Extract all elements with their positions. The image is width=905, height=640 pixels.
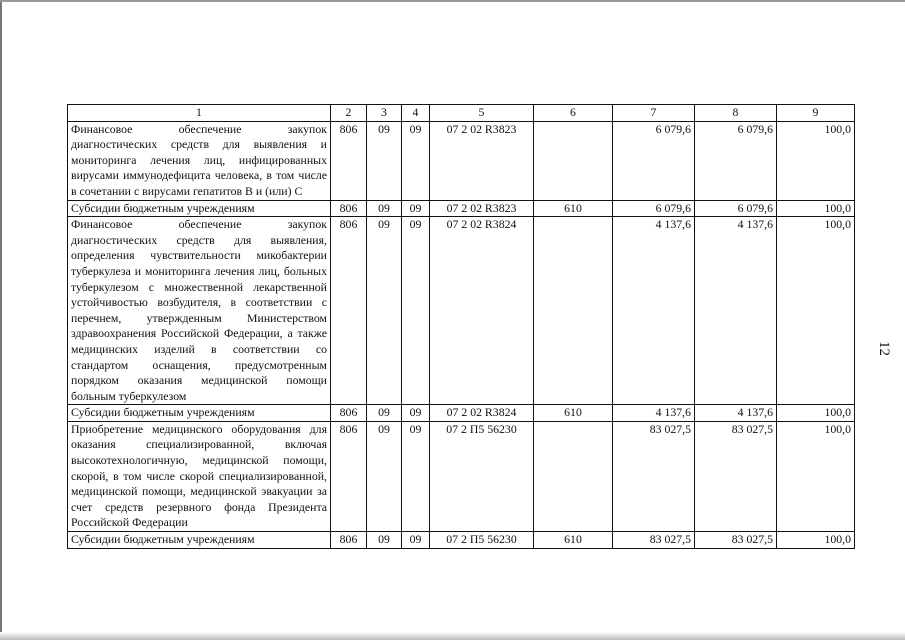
section-code-cell: 09 bbox=[367, 532, 402, 549]
target-article-cell: 07 2 02 R3823 bbox=[430, 121, 534, 200]
target-article-cell: 07 2 02 R3824 bbox=[430, 405, 534, 422]
subsection-code-cell: 09 bbox=[402, 200, 430, 217]
section-code-cell: 09 bbox=[367, 421, 402, 531]
table-row bbox=[68, 405, 855, 422]
subsection-code-cell: 09 bbox=[402, 121, 430, 200]
budget-table bbox=[67, 104, 855, 549]
amount-cell: 83 027,5 bbox=[613, 532, 695, 549]
amount-cell: 4 137,6 bbox=[695, 217, 777, 405]
row-name-cell: Приобретение медицинского оборудования для оказания специализированной, включая высокотехнологичную, медицинской помощи, скорой, в том числе скорой специализированной, медицинской помощи, медицинской эвакуации за счет средств резервного фонда Президента Российской Федерации bbox=[68, 421, 331, 531]
expense-type-cell: 610 bbox=[534, 200, 613, 217]
section-code-cell: 09 bbox=[367, 217, 402, 405]
ved-code-cell: 806 bbox=[331, 405, 367, 422]
expense-type-cell bbox=[534, 421, 613, 531]
amount-cell: 4 137,6 bbox=[613, 217, 695, 405]
ved-code-cell: 806 bbox=[331, 200, 367, 217]
table-header-row bbox=[68, 105, 855, 122]
table-row bbox=[68, 532, 855, 549]
amount-cell: 6 079,6 bbox=[613, 200, 695, 217]
subsection-code-cell: 09 bbox=[402, 421, 430, 531]
scan-edge bbox=[0, 0, 2, 640]
target-article-cell: 07 2 02 R3824 bbox=[430, 217, 534, 405]
expense-type-cell: 610 bbox=[534, 405, 613, 422]
scan-edge bbox=[0, 632, 905, 640]
percent-cell: 100,0 bbox=[777, 217, 855, 405]
row-name-cell: Субсидии бюджетным учреждениям bbox=[68, 405, 331, 422]
expense-type-cell: 610 bbox=[534, 532, 613, 549]
column-header: 1 bbox=[68, 105, 331, 122]
amount-cell: 6 079,6 bbox=[695, 200, 777, 217]
column-header: 7 bbox=[613, 105, 695, 122]
column-header: 6 bbox=[534, 105, 613, 122]
amount-cell: 4 137,6 bbox=[613, 405, 695, 422]
expense-type-cell bbox=[534, 121, 613, 200]
column-header: 8 bbox=[695, 105, 777, 122]
percent-cell: 100,0 bbox=[777, 121, 855, 200]
amount-cell: 6 079,6 bbox=[613, 121, 695, 200]
expense-type-cell bbox=[534, 217, 613, 405]
target-article-cell: 07 2 02 R3823 bbox=[430, 200, 534, 217]
percent-cell: 100,0 bbox=[777, 421, 855, 531]
percent-cell: 100,0 bbox=[777, 200, 855, 217]
amount-cell: 83 027,5 bbox=[695, 421, 777, 531]
row-name-cell: Субсидии бюджетным учреждениям bbox=[68, 532, 331, 549]
column-header: 5 bbox=[430, 105, 534, 122]
target-article-cell: 07 2 П5 56230 bbox=[430, 421, 534, 531]
table-row bbox=[68, 217, 855, 405]
subsection-code-cell: 09 bbox=[402, 532, 430, 549]
table-row bbox=[68, 421, 855, 531]
percent-cell: 100,0 bbox=[777, 532, 855, 549]
column-header: 9 bbox=[777, 105, 855, 122]
table-row bbox=[68, 121, 855, 200]
row-name-cell: Субсидии бюджетным учреждениям bbox=[68, 200, 331, 217]
amount-cell: 83 027,5 bbox=[695, 532, 777, 549]
amount-cell: 4 137,6 bbox=[695, 405, 777, 422]
amount-cell: 83 027,5 bbox=[613, 421, 695, 531]
table-row bbox=[68, 200, 855, 217]
ved-code-cell: 806 bbox=[331, 532, 367, 549]
row-name-cell: Финансовое обеспечение закупок диагностических средств для выявления и мониторинга лечения лиц, инфицированных вирусами иммунодефицита человека, в том числе в сочетании с вирусами гепатитов В и (или) С bbox=[68, 121, 331, 200]
column-header: 3 bbox=[367, 105, 402, 122]
section-code-cell: 09 bbox=[367, 405, 402, 422]
ved-code-cell: 806 bbox=[331, 421, 367, 531]
page-number: 12 bbox=[876, 341, 892, 356]
column-header: 2 bbox=[331, 105, 367, 122]
amount-cell: 6 079,6 bbox=[695, 121, 777, 200]
column-header: 4 bbox=[402, 105, 430, 122]
ved-code-cell: 806 bbox=[331, 217, 367, 405]
section-code-cell: 09 bbox=[367, 200, 402, 217]
percent-cell: 100,0 bbox=[777, 405, 855, 422]
subsection-code-cell: 09 bbox=[402, 405, 430, 422]
section-code-cell: 09 bbox=[367, 121, 402, 200]
target-article-cell: 07 2 П5 56230 bbox=[430, 532, 534, 549]
row-name-cell: Финансовое обеспечение закупок диагностических средств для выявления, определения чувствительности микобактерии туберкулеза и мониторинга лечения лиц, больных туберкулезом с множественной лекарственной устойчивостью возбудителя, в соответствии с перечнем, утвержденным Министерством здравоохранения Российской Федерации, а также медицинских изделий в соответствии со стандартом оснащения, предусмотренным порядком оказания медицинской помощи больным туберкулезом bbox=[68, 217, 331, 405]
scan-edge bbox=[0, 0, 905, 2]
subsection-code-cell: 09 bbox=[402, 217, 430, 405]
ved-code-cell: 806 bbox=[331, 121, 367, 200]
